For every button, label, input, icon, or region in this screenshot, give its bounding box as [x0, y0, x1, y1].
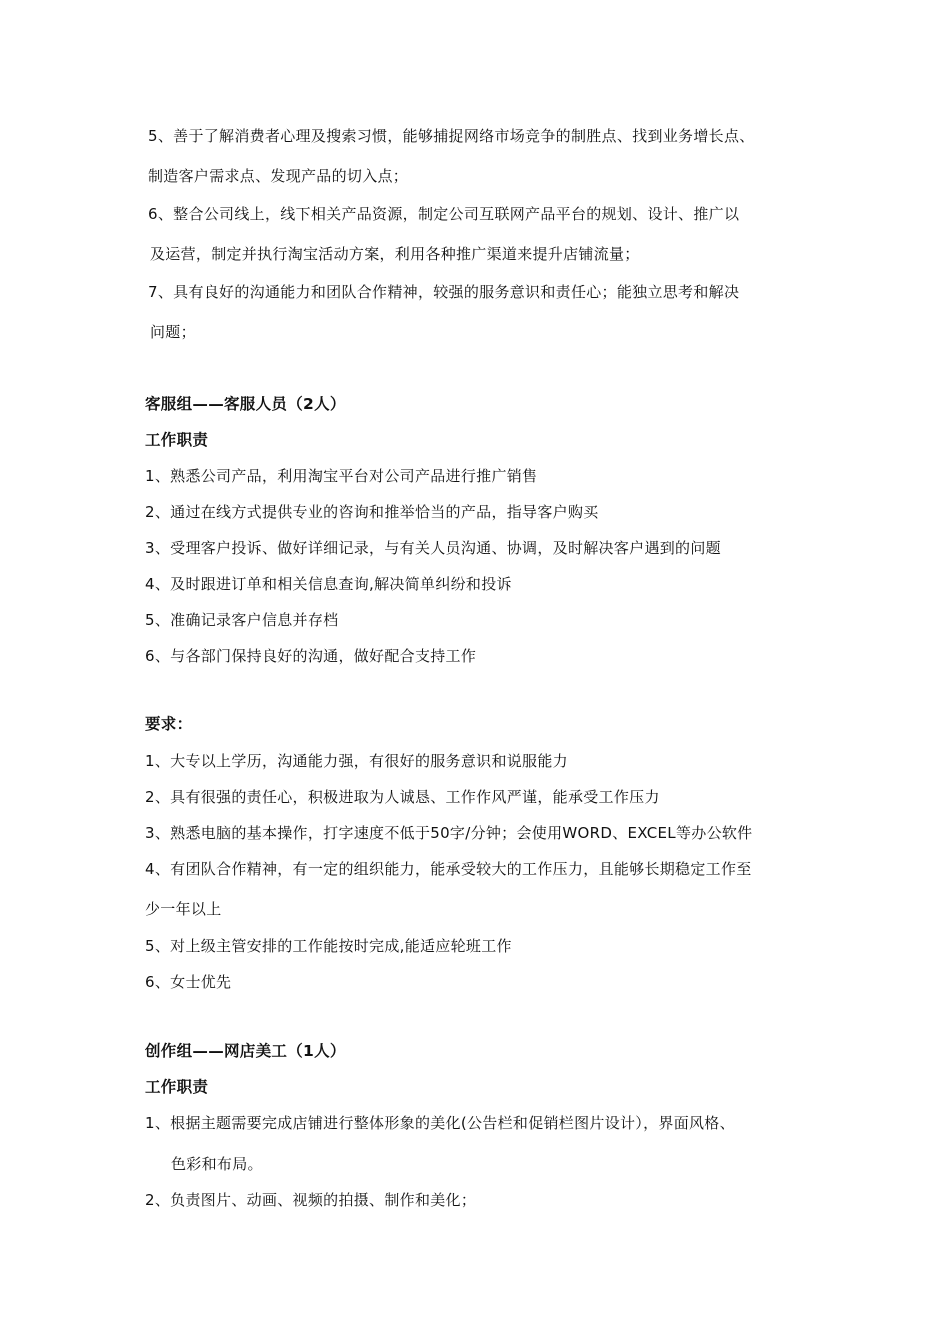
cs-requirement-item: 5、对上级主管安排的工作能按时完成,能适应轮班工作	[145, 937, 512, 955]
cs-duty-item: 2、通过在线方式提供专业的咨询和推举恰当的产品，指导客户购买	[145, 503, 599, 521]
design-duty-item: 1、根据主题需要完成店铺进行整体形象的美化(公告栏和促销栏图片设计），界面风格、	[145, 1114, 735, 1132]
item-5-line-1: 5、善于了解消费者心理及搜索习惯，能够捕捉网络市场竞争的制胜点、找到业务增长点、	[148, 127, 755, 145]
cs-requirement-item-continued: 少一年以上	[145, 900, 222, 918]
item-7-line-2: 问题；	[150, 323, 196, 341]
design-duty-item-continued: 色彩和布局。	[171, 1155, 263, 1173]
cs-requirement-item: 4、有团队合作精神，有一定的组织能力，能承受较大的工作压力，且能够长期稳定工作至	[145, 860, 752, 878]
item-7-line-1: 7、具有良好的沟通能力和团队合作精神，较强的服务意识和责任心；能独立思考和解决	[148, 283, 740, 301]
cs-duty-item: 6、与各部门保持良好的沟通，做好配合支持工作	[145, 647, 477, 665]
cs-duty-item: 5、准确记录客户信息并存档	[145, 611, 339, 629]
cs-requirement-item: 3、熟悉电脑的基本操作，打字速度不低于50字/分钟；会使用WORD、EXCEL等办公软件	[145, 824, 753, 842]
item-6-line-1: 6、整合公司线上，线下相关产品资源，制定公司互联网产品平台的规划、设计、推广以	[148, 205, 740, 223]
cs-requirement-item: 1、大专以上学历，沟通能力强，有很好的服务意识和说服能力	[145, 752, 568, 770]
item-6-line-2: 及运营，制定并执行淘宝活动方案，利用各种推广渠道来提升店铺流量；	[150, 245, 640, 263]
item-5-line-2: 制造客户需求点、发现产品的切入点；	[148, 167, 409, 185]
cs-duties-title: 工作职责	[145, 431, 209, 449]
cs-heading: 客服组——客服人员（2人）	[145, 395, 346, 413]
design-duty-item: 2、负责图片、动画、视频的拍摄、制作和美化；	[145, 1191, 477, 1209]
cs-duty-item: 4、及时跟进订单和相关信息查询,解决简单纠纷和投诉	[145, 575, 512, 593]
design-duties-title: 工作职责	[145, 1078, 209, 1096]
cs-requirement-item: 6、女士优先	[145, 973, 232, 991]
cs-requirements-title: 要求：	[145, 715, 193, 733]
design-heading: 创作组——网店美工（1人）	[145, 1042, 346, 1060]
cs-duty-item: 1、熟悉公司产品，利用淘宝平台对公司产品进行推广销售	[145, 467, 538, 485]
cs-duty-item: 3、受理客户投诉、做好详细记录，与有关人员沟通、协调，及时解决客户遇到的问题	[145, 539, 721, 557]
cs-requirement-item: 2、具有很强的责任心，积极进取为人诚恳、工作作风严谨，能承受工作压力	[145, 788, 660, 806]
